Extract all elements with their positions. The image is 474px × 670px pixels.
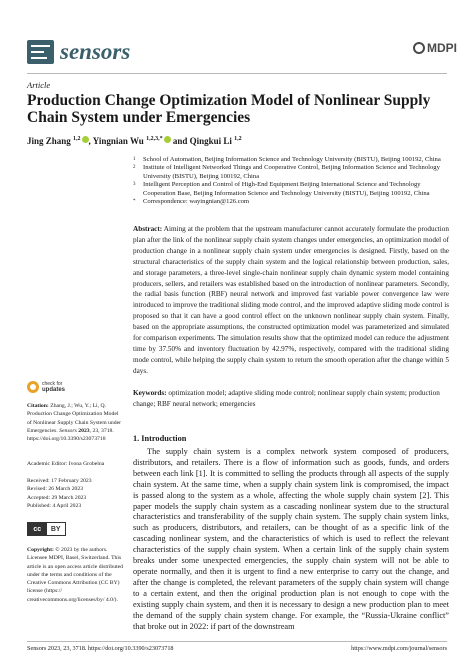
- revised-date: Revised: 26 March 2023: [27, 486, 84, 493]
- affiliation-text: School of Automation, Beijing Information Science and Technology University (BISTU), Beijing 100192, China: [143, 156, 441, 163]
- citation-doi[interactable]: , 23, 3718. https://doi.org/10.3390/s23073718: [27, 427, 114, 443]
- affiliation-text: Institute of Intelligent Networked Things and Cooperative Control, Beijing Information Science and Technology University (BISTU), Beijing 100192, China: [143, 164, 440, 180]
- author-affil-mark: 1,2,3,*: [146, 136, 163, 142]
- article-type: Article: [27, 80, 51, 90]
- affiliation-mark: *: [133, 199, 136, 205]
- cc-icon: cc: [28, 523, 47, 535]
- cc-license-badge[interactable]: [27, 522, 66, 536]
- affiliation-item: [133, 198, 451, 206]
- introduction-text: The supply chain system is a complex network system composed of producers, distributors, and retailers. There is a flow of information such as goods, funds, and orders between each link [1]. It is committed to selling the products through all aspects of the supply chain system. At the same time, when a supply chain system link is compromised, the impact is passed along to the system as a whole, affecting the whole supply chain system [2]. This paper models the supply chain system as a cascading nonlinear system due to the structural characteristics and transferability of the supply chain system. The supply chain system links, such as producers, distributors, and retailers, can be thought of as a specific link of the cascading nonlinear system, and the characteristics of which is used to reflect the relevant characteristics of the supply chain system. When a certain link of the supply chain system breaks under some unexpected emergencies, the supply chain system will not be able to operate normally, and then it is urgent to find a new enterprise to carry out the change, and after the change is completed, the relevant parameters of the supply chain system will change to a certain extent, and then the original production plan is not enough to cope with the existing supply chain system, and then it is necessary to design a new production plan to meet the demand of the supply chain system change. For example, the “Russia-Ukraine conflict” that broke out in 2022: if part of the downstream: [133, 447, 449, 631]
- affiliation-item: [133, 181, 451, 198]
- section-heading: 1. Introduction: [133, 434, 187, 443]
- publisher-name: MDPI: [427, 41, 457, 55]
- abstract-label: Abstract:: [133, 225, 163, 233]
- academic-editor: Academic Editor: Ivona Grobelna: [27, 461, 105, 467]
- citation-label: Citation:: [27, 403, 49, 409]
- article-title: Production Change Optimization Model of Nonlinear Supply Chain System under Emergencies: [27, 92, 431, 126]
- copyright-label: Copyright:: [27, 547, 54, 553]
- check-updates-icon: [27, 381, 39, 393]
- citation-block: [27, 402, 123, 443]
- updates-line1: check for: [42, 381, 63, 387]
- accepted-date: Accepted: 29 March 2023: [27, 494, 87, 501]
- publication-dates: [27, 477, 123, 510]
- header-divider: [27, 73, 447, 74]
- citation-journal: Sensors: [59, 427, 77, 434]
- citation-year: 2023: [78, 427, 90, 434]
- keywords-text: optimization model; adaptive sliding mode control; nonlinear supply chain system; production change; RBF neural network; emergencies: [133, 389, 440, 408]
- copyright-text: © 2023 by the authors. Licensee MDPI, Basel, Switzerland. This article is an open access article distributed under the terms and conditions of the Creative Commons Attribution (CC BY) license (https:// creativecommons.org/licenses/by/ 4.0/).: [27, 547, 124, 603]
- footer-divider: [27, 641, 447, 642]
- published-date: Published: 4 April 2023: [27, 502, 82, 509]
- by-icon: BY: [47, 523, 66, 535]
- journal-name: sensors: [60, 39, 131, 64]
- check-for-updates-badge[interactable]: [27, 381, 65, 393]
- mdpi-mark-icon: [413, 42, 425, 54]
- journal-logo[interactable]: [27, 40, 130, 64]
- author-conjunction: and: [172, 136, 188, 146]
- affiliation-item: [133, 156, 451, 164]
- author-name[interactable]: Jing Zhang: [27, 136, 71, 146]
- correspondence-email[interactable]: Correspondence: wayingnian@126.com: [143, 198, 250, 206]
- author-name[interactable]: Qingkui Li: [189, 136, 232, 146]
- updates-line2: updates: [42, 387, 66, 393]
- orcid-icon[interactable]: [82, 136, 89, 143]
- author-list: Jing Zhang $^{1,2}$ , Yingnian Wu $^{1,2,3,*}$ and Qingkui Li $^{1,2}$: [27, 136, 242, 146]
- author-name[interactable]: Yingnian Wu: [92, 136, 144, 146]
- copyright-block: [27, 546, 123, 604]
- received-date: Received: 17 February 2023: [27, 478, 92, 484]
- publisher-logo[interactable]: [413, 41, 457, 55]
- journal-mark-icon: [27, 40, 54, 64]
- abstract: [133, 224, 449, 377]
- affiliation-mark: 2: [133, 165, 136, 171]
- affiliation-text: Intelligent Perception and Control of High-End Equipment Beijing International Science and Technology Cooperation Base, Beijing Information Science and Technology University (BISTU), Beijing 100192, China: [143, 181, 430, 197]
- footer-citation[interactable]: Sensors 2023, 23, 3718. https://doi.org/10.3390/s23073718: [27, 645, 174, 652]
- footer-journal-url[interactable]: https://www.mdpi.com/journal/sensors: [351, 645, 447, 652]
- author-affil-mark: 1,2: [234, 136, 242, 142]
- orcid-icon[interactable]: [164, 136, 171, 143]
- affiliation-item: [133, 164, 451, 181]
- affiliation-mark: 1: [133, 157, 136, 162]
- affiliation-list: [133, 156, 451, 206]
- keywords-label: Keywords:: [133, 389, 167, 397]
- abstract-text: Aiming at the problem that the upstream manufacturer cannot accurately formulate the production plan after the link of the nonlinear supply chain system changes under emergencies, an optimization model of production change in a nonlinear supply chain system under emergencies is designed. Firstly, based on the structural characteristics of the supply chain system and the logical relationship between production, sales, and storage parameters, a three-level single-chain nonlinear supply chain dynamic system model containing producers, sellers, and retailers was established based on the introduction of nonlinear parameters. Secondly, the radial basis function (RBF) neural network and improved fast variable power convergence law were introduced to improve the traditional sliding mode control, and the improved adaptive sliding mode control is proposed so that it can have a good control effect on the unknown nonlinear supply chain system. Finally, based on the appropriate assumptions, the constructed optimization model was parameterized and simulated for comparison experiments. The simulation results show that the optimized model can reduce the adjustment time by 37.50% and inventory fluctuation by 42.97%, respectively, compared with the traditional sliding mode control, while helping the supply chain system to return the smooth operation after the change within 5 days.: [133, 225, 449, 375]
- affiliation-mark: 3: [133, 182, 136, 188]
- author-affil-mark: 1,2: [73, 136, 81, 142]
- citation-text: Zhang, J.; Wu, Y.; Li, Q. Production Change Optimization Model of Nonlinear Supply Chain System under Emergencies.: [27, 403, 121, 434]
- keywords: [133, 388, 449, 410]
